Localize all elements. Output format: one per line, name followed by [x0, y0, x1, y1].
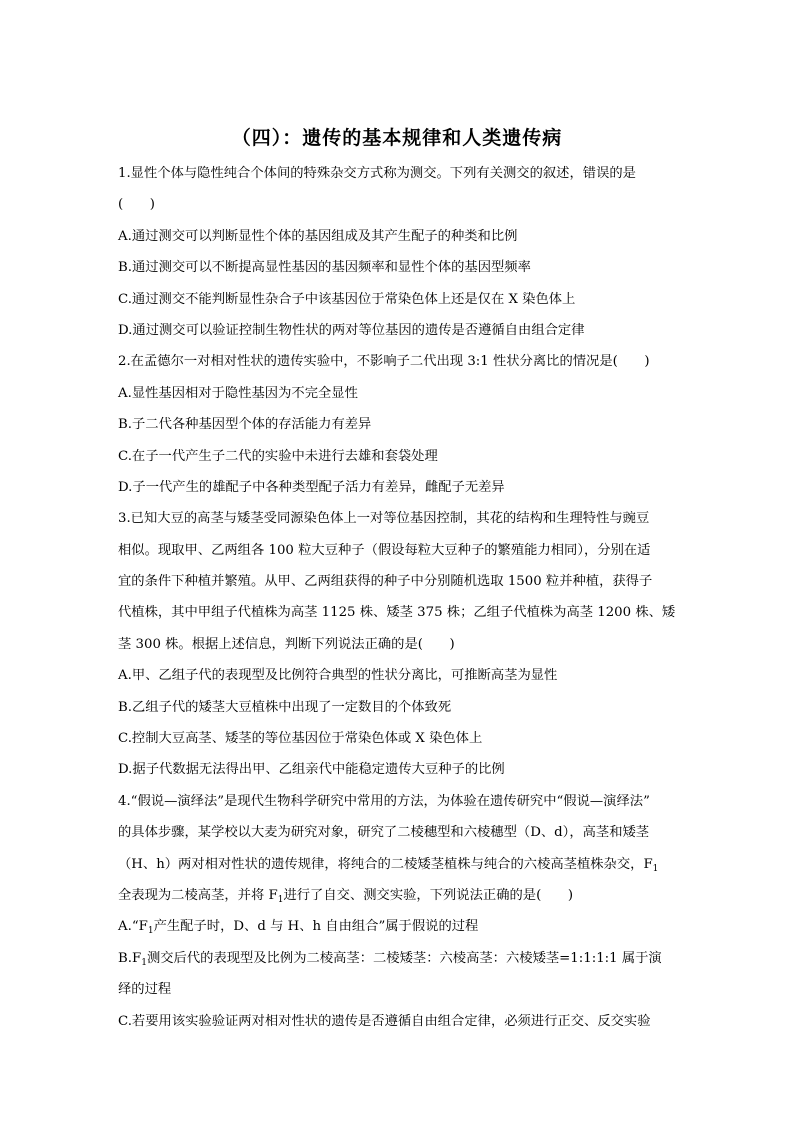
- question-stem: 2.在孟德尔一对相对性状的遗传实验中，不影响子二代出现 3:1 性状分离比的情况是( ): [118, 354, 650, 370]
- option-c: C.通过测交不能判断显性杂合子中该基因位于常染色体上还是仅在 X 染色体上: [118, 291, 576, 307]
- question-stem: 的具体步骤，某学校以大麦为研究对象，研究了二棱穗型和六棱穗型（D、d），高茎和矮茎: [118, 825, 650, 841]
- option-a: [118, 911, 678, 942]
- option-b: B.乙组子代的矮茎大豆植株中出现了一定数目的个体致死: [118, 699, 452, 715]
- question-4: [118, 786, 678, 1037]
- option-text: 测交后代的表现型及比例为二棱高茎：二棱矮茎：六棱高茎：六棱矮茎=1:1:1:1 属于演: [146, 950, 662, 966]
- subscript: 1: [141, 957, 147, 968]
- subscript: 1: [277, 894, 284, 905]
- question-list: [118, 158, 678, 1037]
- option-d: D.据子代数据无法得出甲、乙组亲代中能稳定遗传大豆种子的比例: [118, 762, 505, 778]
- stem-text: 全表现为二棱高茎，并将 F: [118, 887, 278, 903]
- question-2: [118, 346, 678, 503]
- option-d: D.子一代产生的雄配子中各种类型配子活力有差异，雌配子无差异: [118, 479, 505, 495]
- subscript: 1: [652, 863, 659, 874]
- question-stem: [118, 849, 678, 880]
- option-d: D.通过测交可以验证控制生物性状的两对等位基因的遗传是否遵循自由组合定律: [118, 322, 585, 338]
- question-stem: 宜的条件下种植并繁殖。从甲、乙两组获得的种子中分别随机选取 1500 粒并种植，获得子: [118, 574, 653, 590]
- option-b-continued: 绎的过程: [118, 982, 172, 998]
- option-a: A.通过测交可以判断显性个体的基因组成及其产生配子的种类和比例: [118, 228, 518, 244]
- option-c: C.控制大豆高茎、矮茎的等位基因位于常染色体或 X 染色体上: [118, 731, 483, 747]
- stem-text: 进行了自交、测交实验，下列说法正确的是( ): [283, 887, 574, 903]
- subscript: 1: [147, 926, 154, 937]
- option-text: 产生配子时，D、d 与 H、h 自由组合”属于假说的过程: [153, 919, 479, 935]
- question-1: [118, 158, 678, 346]
- question-stem: [118, 880, 678, 911]
- question-stem: 1.显性个体与隐性纯合个体间的特殊杂交方式称为测交。下列有关测交的叙述，错误的是: [118, 166, 636, 181]
- option-a: A.甲、乙组子代的表现型及比例符合典型的性状分离比，可推断高茎为显性: [118, 668, 558, 684]
- option-text: B.F: [118, 950, 142, 966]
- question-stem: 3.已知大豆的高茎与矮茎受同源染色体上一对等位基因控制，其花的结构和生理特性与豌豆: [118, 511, 650, 527]
- page-title: （四）：遗传的基本规律和人类遗传病: [231, 127, 563, 149]
- question-stem: 茎 300 株。根据上述信息，判断下列说法正确的是( ): [118, 636, 455, 652]
- option-a: A.显性基因相对于隐性基因为不完全显性: [118, 385, 358, 401]
- stem-text: （H、h）两对相对性状的遗传规律，将纯合的二棱矮茎植株与纯合的六棱高茎植株杂交，F: [118, 856, 653, 872]
- question-stem: ( ): [118, 197, 155, 213]
- option-text: A.“F: [118, 919, 148, 935]
- question-stem: 相似。现取甲、乙两组各 100 粒大豆种子（假设每粒大豆种子的繁殖能力相同），分别在适: [118, 542, 651, 558]
- option-c: C.在子一代产生子二代的实验中未进行去雄和套袋处理: [118, 448, 438, 464]
- question-stem: 代植株，其中甲组子代植株为高茎 1125 株、矮茎 375 株；乙组子代植株为高茎 1200 株、矮: [118, 605, 676, 621]
- option-b: B.子二代各种基因型个体的存活能力有差异: [118, 417, 372, 433]
- question-stem: 4.“假说—演绎法”是现代生物科学研究中常用的方法，为体验在遗传研究中“假说—演绎法”: [118, 793, 650, 809]
- option-b: [118, 943, 678, 974]
- option-c: C.若要用该实验验证两对相对性状的遗传是否遵循自由组合定律，必须进行正交、反交实验: [118, 1013, 651, 1029]
- question-3: [118, 503, 678, 786]
- option-b: B.通过测交可以不断提高显性基因的基因频率和显性个体的基因型频率: [118, 260, 531, 276]
